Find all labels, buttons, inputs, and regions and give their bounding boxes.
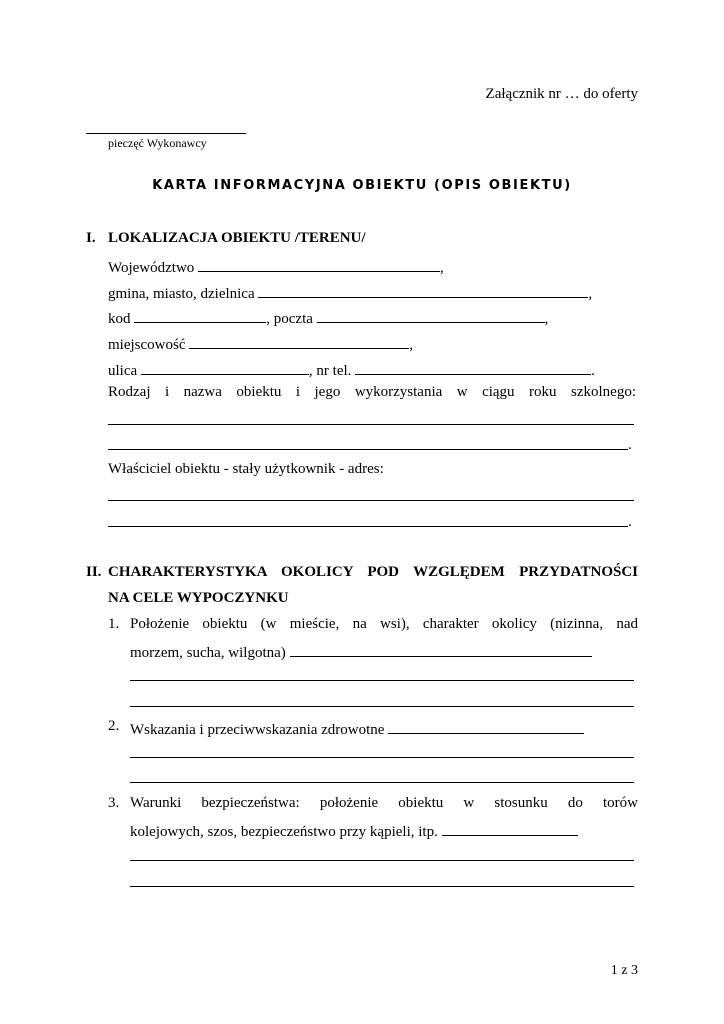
- kod-label: kod: [108, 311, 131, 327]
- section1-heading: LOKALIZACJA OBIEKTU /TERENU/: [108, 230, 366, 246]
- item1-line2-row: [130, 641, 592, 662]
- gmina-row: [108, 282, 592, 303]
- item1-field-line-1[interactable]: [130, 680, 634, 681]
- item3-line1: Warunki bezpieczeństwa: położenie obiektu w stosunku do torów: [130, 795, 638, 811]
- gmina-label: gmina, miasto, dzielnica: [108, 286, 255, 302]
- item3-field-line-1[interactable]: [130, 860, 634, 861]
- rodzaj-label: Rodzaj i nazwa obiektu i jego wykorzystania w ciągu roku szkolnego:: [108, 384, 636, 400]
- voivodeship-field[interactable]: [198, 256, 440, 272]
- rodzaj-field-line-2[interactable]: [108, 449, 628, 450]
- annex-label: Załącznik nr … do oferty: [485, 86, 638, 102]
- item3-line2-row: [130, 820, 578, 841]
- gmina-field[interactable]: [258, 282, 588, 298]
- item3-field-line-2[interactable]: [130, 886, 634, 887]
- ulica-label: ulica: [108, 363, 138, 379]
- stamp-line: [86, 133, 246, 134]
- stamp-label: pieczęć Wykonawcy: [108, 136, 207, 150]
- voivodeship-row: [108, 256, 444, 277]
- wlasciciel-field-line-1[interactable]: [108, 500, 634, 501]
- nrtel-field[interactable]: [355, 359, 591, 375]
- ulica-row: [108, 359, 595, 380]
- ulica-field[interactable]: [141, 359, 309, 375]
- miejscowosc-label: miejscowość: [108, 337, 186, 353]
- section2-heading-line1: CHARAKTERYSTYKA OKOLICY POD WZGLĘDEM PRZYDATNOŚCI: [108, 564, 638, 580]
- poczta-label: , poczta: [266, 311, 313, 327]
- period: .: [628, 437, 632, 453]
- comma: ,: [588, 286, 593, 302]
- wlasciciel-field-line-2[interactable]: [108, 526, 628, 527]
- wlasciciel-label: Właściciel obiektu - stały użytkownik - adres:: [108, 461, 384, 477]
- comma: ,: [409, 337, 413, 353]
- poczta-field[interactable]: [317, 307, 545, 323]
- rodzaj-field-line-1[interactable]: [108, 424, 634, 425]
- item3-line2: kolejowych, szos, bezpieczeństwo przy kąpieli, itp.: [130, 824, 438, 840]
- item3-number: 3.: [108, 795, 120, 811]
- item2-number: 2.: [108, 718, 120, 734]
- period: .: [628, 514, 632, 530]
- item1-field[interactable]: [290, 641, 592, 657]
- period: .: [591, 363, 595, 379]
- item2-line1: Wskazania i przeciwwskazania zdrowotne: [130, 722, 385, 738]
- miejscowosc-field[interactable]: [189, 333, 409, 349]
- item2-field-line-1[interactable]: [130, 757, 634, 758]
- item2-field-line-2[interactable]: [130, 782, 634, 783]
- item3-field[interactable]: [442, 820, 578, 836]
- section2-number: II.: [86, 564, 102, 580]
- nrtel-label: , nr tel.: [308, 363, 352, 379]
- item1-line1: Położenie obiektu (w mieście, na wsi), charakter okolicy (nizinna, nad: [130, 616, 638, 632]
- item2-field[interactable]: [388, 718, 584, 734]
- kod-field[interactable]: [134, 307, 266, 323]
- comma: ,: [440, 260, 444, 276]
- comma: ,: [544, 311, 549, 327]
- item1-number: 1.: [108, 616, 120, 632]
- page-number: 1 z 3: [610, 963, 638, 978]
- document-title: KARTA INFORMACYJNA OBIEKTU (OPIS OBIEKTU): [152, 178, 572, 193]
- item2-row: [130, 718, 584, 739]
- miejscowosc-row: [108, 333, 413, 354]
- item1-line2: morzem, sucha, wilgotna): [130, 645, 286, 661]
- section1-number: I.: [86, 230, 96, 246]
- voivodeship-label: Województwo: [108, 260, 195, 276]
- item1-field-line-2[interactable]: [130, 706, 634, 707]
- kod-row: [108, 307, 548, 328]
- section2-heading-line2: NA CELE WYPOCZYNKU: [108, 590, 289, 606]
